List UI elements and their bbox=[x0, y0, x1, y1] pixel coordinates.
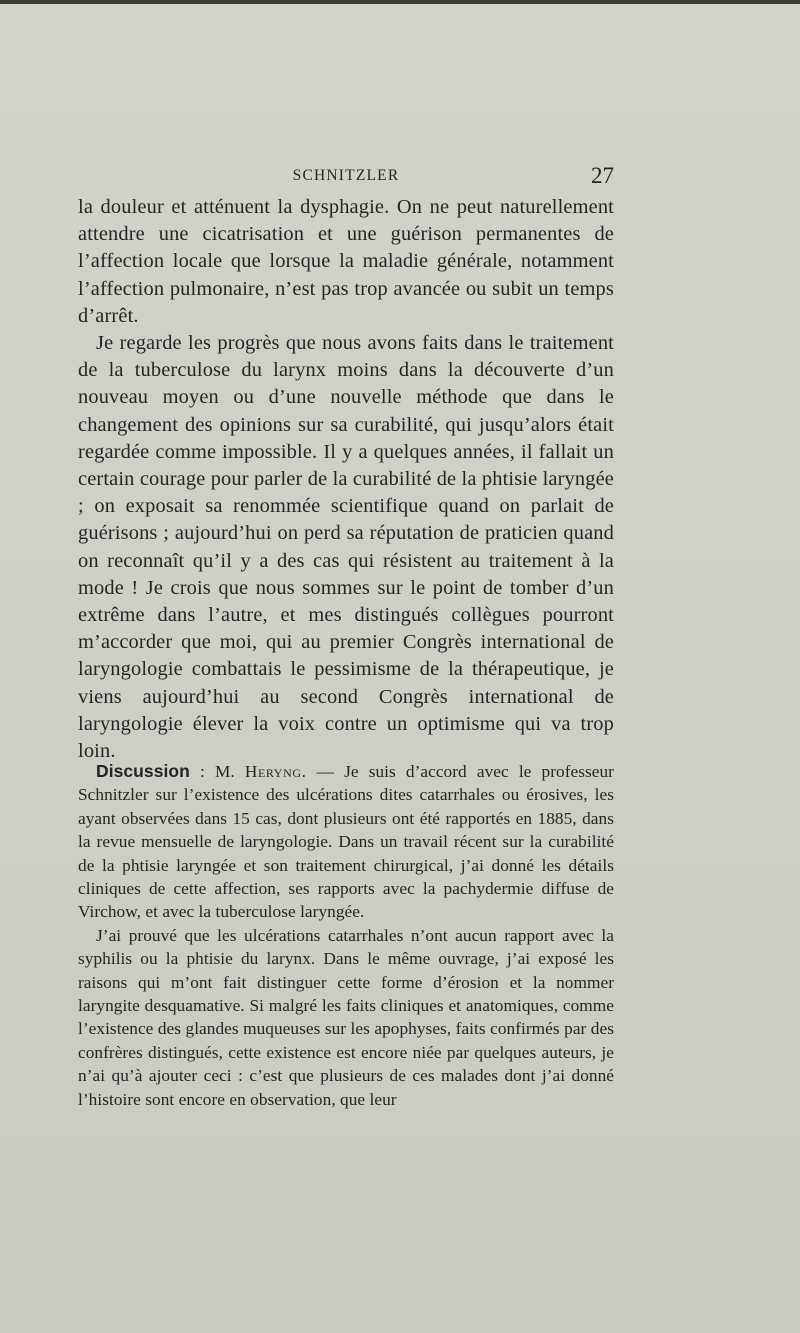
body-paragraph-2: Je regarde les progrès que nous avons faits dans le traitement de la tuberculose du larynx moins dans la découverte d’un nouveau moyen ou d’une nouvelle méthode que dans le changement des opinions sur sa curabilité, qui jusqu’alors était regardée comme impossible. Il y a quelques années, il fallait un certain courage pour parler de la curabilité de la phtisie laryngée ; on exposait sa renommée scientifique quand on parlait de guérisons ; aujourd’hui on perd sa réputation de praticien quand on reconnaît qu’il y a des cas qui résistent au traitement à la mode ! Je crois que nous sommes sur le point de tomber d’un extrême dans l’autre, et mes distingués collègues pourront m’accorder que moi, qui au premier Congrès international de laryngologie combattais le pessimisme de la thérapeutique, je viens aujourd’hui au second Congrès international de laryngologie élever la voix contre un optimisme qui va trop loin. bbox=[78, 332, 614, 763]
running-header bbox=[78, 163, 614, 188]
discussion-paragraph-1-text: — Je suis d’accord avec le professeur Schnitzler sur l’existence des ulcérations dites catarrhales ou érosives, les ayant observées dans 15 cas, dont plusieurs ont été rapportés en 1885, dans la revue mensuelle de laryngologie. Dans un travail récent sur la curabilité de la phtisie laryngée et son traitement chirurgical, j’ai donné les détails cliniques de cette affection, ses rapports avec la pachydermie diffuse de Virchow, et avec la tuberculose laryngée. bbox=[78, 762, 614, 922]
discussion-label: Discussion bbox=[96, 761, 190, 781]
discussion-paragraph-2: J’ai prouvé que les ulcérations catarrhales n’ont aucun rapport avec la syphilis ou la phtisie du larynx. Dans le même ouvrage, j’ai exposé les raisons qui m’ont fait distinguer cette forme d’érosion et la nommer laryngite desquamative. Si malgré les faits cliniques et anatomiques, comme l’existence des glandes muqueuses sur les apophyses, faits confirmés par des confrères distingués, cette existence est encore niée par quelques auteurs, je n’ai qu’à ajouter ceci : c’est que plusieurs de ces malades dont j’ai donné l’histoire sont encore en observation, que leur bbox=[78, 925, 614, 1109]
speaker-name: Heryng. bbox=[244, 762, 307, 781]
discussion-section bbox=[78, 760, 614, 1111]
running-title: SCHNITZLER bbox=[292, 167, 400, 184]
page-top-edge bbox=[0, 0, 800, 4]
main-body-text bbox=[78, 194, 614, 765]
discussion-paragraph-1 bbox=[78, 760, 614, 924]
discussion-separator: : M. bbox=[189, 762, 245, 781]
body-paragraph-1: la douleur et atténuent la dysphagie. On ne peut naturellement attendre une cicatrisation et une guérison permanentes de l’affection locale que lorsque la maladie générale, notamment l’affection pulmonaire, n’est pas trop avancée ou subit un temps d’arrêt. bbox=[78, 196, 614, 327]
page-number: 27 bbox=[591, 163, 614, 188]
